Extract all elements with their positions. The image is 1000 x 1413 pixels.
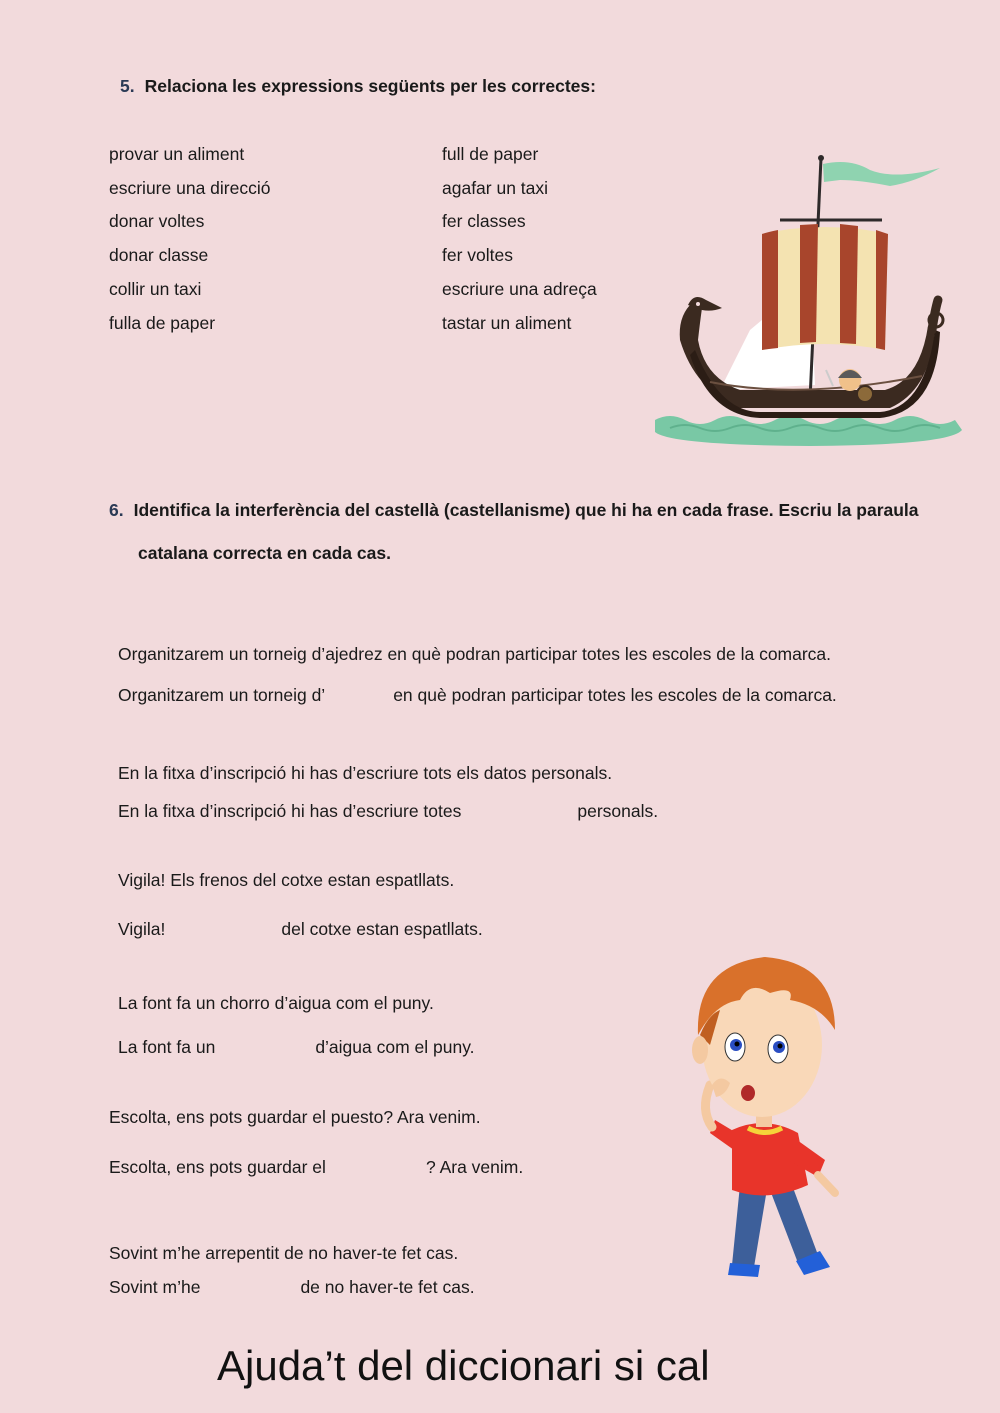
- sentence-before-gap: En la fitxa d’inscripció hi has d’escriure totes: [118, 801, 462, 821]
- dictionary-hint-footer: Ajuda’t del diccionari si cal: [217, 1342, 710, 1389]
- exercise-6-title-line-1: Identifica la interferència del castellà (castellanisme) que hi ha en cada frase. Escriu la paraula: [133, 500, 919, 520]
- exercise-5-title: Relaciona les expressions següents per les correctes:: [144, 76, 596, 96]
- original-sentence: Sovint m’he arrepentit de no haver-te fet cas.: [109, 1243, 459, 1263]
- sentence-after-gap: del cotxe estan espatllats.: [281, 919, 483, 939]
- left-expression: provar un aliment: [109, 144, 245, 164]
- exercise-6-number: 6.: [109, 500, 124, 520]
- original-sentence: Organitzarem un torneig d’ajedrez en què podran participar totes les escoles de la comarca.: [118, 644, 832, 664]
- fill-in-sentence: [118, 685, 837, 706]
- sentence-after-gap: d’aigua com el puny.: [315, 1037, 475, 1057]
- exercise-5-number: 5.: [120, 76, 135, 96]
- sentence-before-gap: La font fa un: [118, 1037, 216, 1057]
- sentence-after-gap: personals.: [577, 801, 659, 821]
- right-expression[interactable]: escriure una adreça: [442, 279, 597, 299]
- left-expression: donar classe: [109, 245, 209, 265]
- sentence-before-gap: Sovint m’he: [109, 1277, 201, 1297]
- fill-in-sentence: [109, 1157, 523, 1178]
- right-expression[interactable]: fer classes: [442, 211, 526, 231]
- sentence-before-gap: Escolta, ens pots guardar el: [109, 1157, 326, 1177]
- sentence-after-gap: en què podran participar totes les escoles de la comarca.: [393, 685, 837, 705]
- viking-ship-illustration: [650, 150, 970, 450]
- right-expression[interactable]: full de paper: [442, 144, 539, 164]
- right-expression[interactable]: fer voltes: [442, 245, 513, 265]
- original-sentence: Escolta, ens pots guardar el puesto? Ara venim.: [109, 1107, 481, 1127]
- left-expression: donar voltes: [109, 211, 205, 231]
- fill-in-sentence: [109, 1277, 475, 1298]
- right-expression[interactable]: agafar un taxi: [442, 178, 549, 198]
- right-expression[interactable]: tastar un aliment: [442, 313, 572, 333]
- left-expression: fulla de paper: [109, 313, 216, 333]
- left-expression: collir un taxi: [109, 279, 202, 299]
- original-sentence: La font fa un chorro d’aigua com el puny.: [118, 993, 434, 1013]
- exercise-6-title-line-2: catalana correcta en cada cas.: [138, 543, 391, 563]
- sentence-after-gap: ? Ara venim.: [425, 1157, 524, 1177]
- exercise-6-heading: [109, 500, 919, 521]
- sentence-before-gap: Organitzarem un torneig d’: [118, 685, 326, 705]
- original-sentence: Vigila! Els frenos del cotxe estan espatllats.: [118, 870, 455, 890]
- sentence-after-gap: de no haver-te fet cas.: [300, 1277, 475, 1297]
- thinking-boy-illustration: [670, 945, 870, 1285]
- original-sentence: En la fitxa d’inscripció hi has d’escriure tots els datos personals.: [118, 763, 613, 783]
- left-expression: escriure una direcció: [109, 178, 271, 198]
- sentence-before-gap: Vigila!: [118, 919, 166, 939]
- fill-in-sentence: [118, 919, 483, 940]
- fill-in-sentence: [118, 801, 658, 822]
- exercise-5-heading: [120, 76, 596, 97]
- fill-in-sentence: [118, 1037, 475, 1058]
